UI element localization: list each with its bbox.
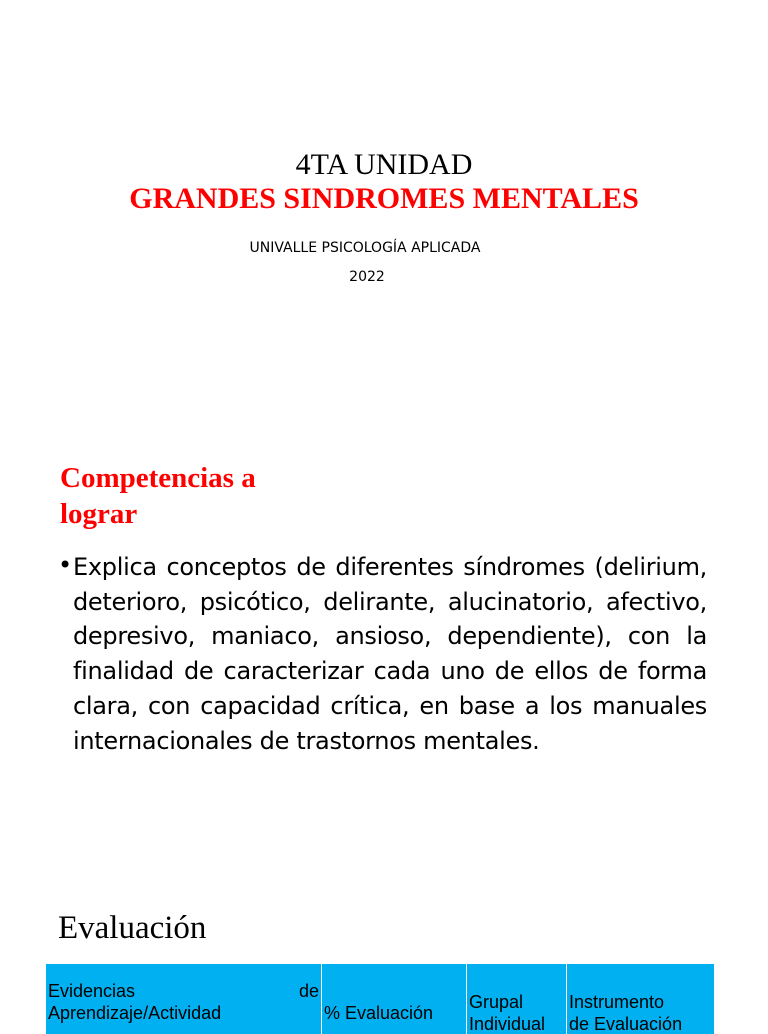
header-porcentaje-label: % Evaluación (324, 1003, 434, 1023)
competencias-heading (60, 460, 320, 532)
header-instrumento-line1: Instrumento (569, 992, 665, 1012)
bullet-marker: • (58, 551, 73, 579)
competencias-heading-line1: Competencias a (60, 462, 256, 494)
year-label: 2022 (349, 269, 385, 285)
competencias-body: Explica conceptos de diferentes síndromes (delirium, deterioro, psicótico, delirante, alucinatorio, afectivo, depresivo, maniaco, ansioso, dependiente), con la finalidad de caracterizar cada uno de ellos de forma clara, con capacidad crítica, en base a los manuales internacionales de trastornos mentales. (73, 553, 707, 755)
header-evidencias-word3: Aprendizaje/Actividad (48, 1003, 222, 1023)
header-evidencias-word1: Evidencias (48, 981, 136, 1001)
unit-title: 4TA UNIDAD (295, 148, 473, 181)
institution-label: UNIVALLE PSICOLOGÍA APLICADA (249, 240, 481, 256)
header-grupal-line2: Individual (469, 1014, 546, 1034)
title-slide (0, 0, 768, 450)
header-grupal-line1: Grupal (469, 992, 524, 1012)
evaluacion-heading: Evaluación (58, 910, 207, 946)
topic-title: GRANDES SINDROMES MENTALES (129, 182, 639, 215)
header-evidencias-word2: de (298, 981, 319, 1001)
header-instrumento-line2: de Evaluación (569, 1014, 683, 1034)
competencias-heading-line2: lograr (60, 498, 138, 530)
